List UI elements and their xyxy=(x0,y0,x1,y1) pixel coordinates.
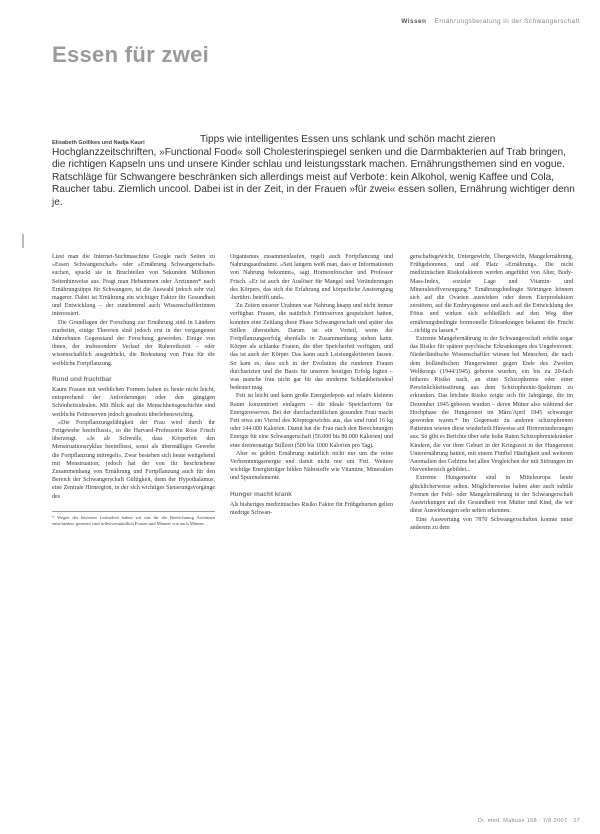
running-header xyxy=(401,18,580,25)
paragraph: Extreme Mangelernährung in der Schwangerschaft erhöht sogar das Risiko für spätere psychische Erkrankungen des Ungeborenen. Niederländische Wissenschaftler wiesen bei Menschen, die nach dem holländischen Hungerwinter gegen Ende des Zweiten Weltkriegs (1944/1945) geboren wurden, ein bis zu 20-fach höheres Risiko nach, an einer Schizophrenie oder einer Persönlichkeitsstörung aus dem Schizophrenie-Spektrum zu erkranken. Das höchste Risiko zeigte sich für Jahrgänge, die im Dezember 1945 geboren wurden – deren Mütter also während der Hochphase der Hungersnot im März/April 1945 schwanger geworden waren.* Im Gegensatz zu anderen schizophrenen Patienten wiesen diese wiederholt Hinweise auf Hirnveränderungen aus. So gibt es Berichte über sehr hohe Raten Schizophreniekranker Kindern, die vor ihrer Geburt in der Kriegszeit in der Hungersnot Unterernährung hatten, mit einem Fünftel Häufigkeit und weiteren Anomalien des Gehirns bei allen Vergleichen der mit Störungen im Nervenbereich gebildet... xyxy=(410,336,573,474)
paragraph: Kaum Frauen mit weiblichen Formen haben es heute nicht leicht, entsprechend der Anforderungen oder den gängigen Schönheitsidealen. Mit Blick auf die Menschheitsgeschichte sind weibliche Fettreserven jedoch geradezu überlebenswichtig. xyxy=(52,387,215,418)
margin-mark xyxy=(22,234,24,248)
article-title: Essen für zwei xyxy=(52,42,210,67)
paragraph: Zu Zeiten unserer Urahnen war Nahrung knapp und nicht immer verfügbar. Frauen, die natürlich Fettreserven gespeichert hatten, konnten eine Zeitlang diese Phase Schwangerschaft und später das Stillen überstehen. Darum ist ein Vorteil, wenn der Fortpflanzungserfolg ebenfalls in Zusammenhang stehen kann. Körper als schlanke Frauen, die über Speicherfett verfügten, und das ist auch der Körper. Das kann auch Leistungskriterien fassen. So kam es, dass sich in der Evolution die runderen Frauen durchsetzten und die Basis für unseren heutigen Erfolg legten – was manche frau nicht gar für das moderne Schlankheitsideal bedeutet mag. xyxy=(230,303,393,392)
paragraph: gerschaftsgewicht, Untergewicht, Übergewicht, Mangelernährung, Frühgeborenen, und auf Platz »Ernährung«. Die nicht medizinischen Risikofaktoren werden angeführt von Alter, Body-Mass-Index, sozialer Lage und Vitamin- und Mineralstoffversorgung.* Ernährungsbedingte Störungen können sich auf die Ovarien auswirken oder deren Eierproduktion zerstören, auf die Embryogenese und auch auf die Entwicklung des Fötus und wirken sich schließlich auf den Weg über ernährungsbedingte hormonelle Erkrankungen bekannt die Frucht ...richtig zu lassen.* xyxy=(410,254,573,334)
column-3 xyxy=(410,253,573,532)
article-authors: Elisabeth Gollikes und Nadja Kauri xyxy=(52,140,145,146)
paragraph: Organismus zusammenlaufen, regelt auch Fortpflanzung und Nahrungsaufnahme. »Seit langem weiß man, dass er Informationen von Nahrung bekommt«, sagt Hormonforscher und Professor Frisch. »Er ist auch der Auslöser für Mangel und Veränderungen des Körpers, das sich die Erfahrung und körperliche Anstrengung ›berührt‹ betrifft und«. xyxy=(230,254,393,302)
paragraph: Eine Auswertung von 7870 Schwangerschaften konnte unter anderem zu dem xyxy=(410,516,573,531)
topic-label: Ernährungsberatung in der Schwangerschaft xyxy=(434,18,580,25)
section-label: Wissen xyxy=(401,18,427,25)
paragraph: Extreme Hungersnöte sind in Mitteleuropa heute glücklicherweise selten. Möglicherweise haben aber auch subtile Formen der Fehl- oder Mangelernährung in der Schwangerschaft Auswirkungen auf die Gesundheit von Mutter und Kind, die wir diese Auswirkungen sehr selten erkennen. xyxy=(410,475,573,515)
paragraph: Fett ist leicht und kann große Energiedepots auf relativ kleinem Raum konzentriert einlagern – die ideale Speicherform für Energiereserven. Bei der durchschnittlichen gesunden Frau macht Fett etwa ein Viertel des Körpergewichts aus, das sind rund 16 kg oder 144.000 Kalorien. Damit hat die Frau nach den Berechnungen Energie für eine Schwangerschaft (56.000 bis 80.000 Kalorien) und eine dreimonatige Stillzeit (500 bis 1000 Kalorien pro Tag). xyxy=(230,393,393,449)
paragraph: Als bisheriges medizinisches Risiko Faktor für Frühgeburten gelten niedrige Schwan- xyxy=(230,501,393,517)
paragraph: Liest man die Internet-Suchmaschine Google nach Seiten zu »Essen Schwangerschaft« oder »Ernährung Schwangerschaft« suchen, spuckt sie in Bruchteilen von Sekunden Millionen Seitenhinweise aus. Fragt man Hebammen oder Ärztinnen* nach Ernährungstipps für Schwangere, ist die Auswahl jedoch sehr viel magerer. Dabei ist Ernährung ein wichtiger Faktor für Gesundheit und Entwicklung – der zunehmend auch Wissenschaftlerinnen interessiert. xyxy=(52,254,215,318)
article-lead: Tipps wie intelligentes Essen uns schlank und schön macht zieren Hochglanzzeitschriften, »Functional Food« soll Cholesterinspiegel senken und die Darmbakterien auf Trab bringen, die richtigen Kapseln uns und unsere Kinder schlau und leistungsstark machen. Ernährungsthemen sind en vogue. Ratschläge für Schwangere beschränken sich allerdings meist auf Verbote: kein Alkohol, wenig Kaffee und Cola, Raucher tabu. Ziemlich uncool. Dabei ist in der Zeit, in der Frauen »für zwei« essen sollen, Ernährung wichtiger denn je. xyxy=(52,134,575,208)
column-2 xyxy=(230,253,393,517)
page-footer: Dr. med. Mabuse 168 · 7/8·2007 · 27 xyxy=(477,818,580,824)
subheading: Rund und fruchtbar xyxy=(52,375,112,383)
column-1 xyxy=(52,253,215,527)
subheading: Hunger macht krank xyxy=(230,490,292,498)
footnote: * Wegen der besseren Lesbarkeit haben wir uns für die Bezeichnung Ärztinnen entschieden, gemeint sind selbstverständlich Frauen und Männer wie auch Männer ... xyxy=(52,511,215,527)
paragraph: »Die Fortpflanzungsfähigkeit der Frau wird durch ihr Fettgewebe beeinflusst«, so die Harvard-Professorin Rose Frisch überzeugt. »Je ab Schwelle, dass Körperfett den Menstruationszyklus beeinflusst, sonst als übermäßiges Gewebe die Fortpflanzung mitregelt«. Zwar bestehen sich heute weitgehend mit Menstruation, jedoch hat der von ihr beschriebene Zusammenhang von Ernährung und Fortpflanzung auch für den Bereich der Schwangerschaft Gültigkeit, denn der Hypothalamus, eine Zentrale Hirnregion, in der sich wichtiges Steuerungsvorgänge des xyxy=(52,419,215,500)
paragraph: Die Grundlagen der Forschung zur Ernährung sind in Ländern erarbeitet, einige Theorien sind jedoch erst in der vergangenen Jahrzehnten Gegenstand der Forschung geworden. Einige von ihnen, der insbesondere Verlauf der Ruhereifezeit – oder wissenschaftlich ausgedrückt, die Bedeutung von Frau für die weibliche Fortpflanzung. xyxy=(52,319,215,367)
paragraph: Aber es gehört Ernährung natürlich nicht nur um die reine Verbrennungsenergie und damit nicht nur um Fett. Weitere wichtige Energieträger bilden Nährstoffe wie Vitamine, Mineralien und Spurenelemente. xyxy=(230,450,393,482)
